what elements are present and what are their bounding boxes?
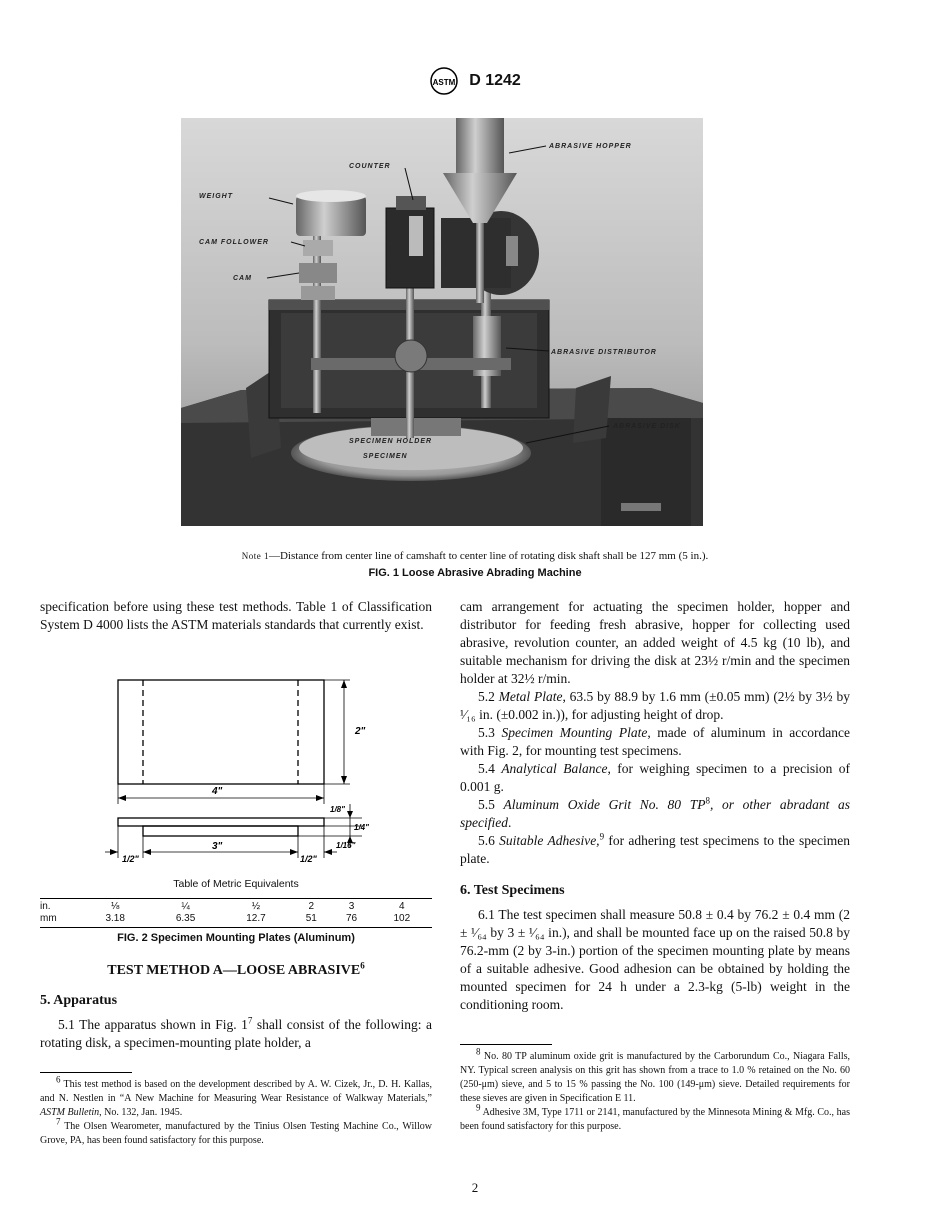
label-counter: COUNTER (349, 163, 391, 170)
metric-equivalents (40, 878, 432, 928)
footnotes-left (40, 1074, 432, 1148)
test-method-heading: TEST METHOD A—LOOSE ABRASIVE$^6$ (107, 960, 365, 978)
paragraph-5-3: 5.3 Specimen Mounting Plate, made of aluminum in accordance with Fig. 2, for mounting test specimens. (460, 725, 850, 758)
section-5-heading: 5. Apparatus (40, 993, 118, 1008)
left-column-intro (40, 598, 432, 634)
intro-paragraph: specification before using these test methods. Table 1 of Classification System D 4000 lists the ASTM materials standards that currently exist. (40, 599, 432, 632)
metric-table-title: Table of Metric Equivalents (173, 878, 299, 890)
figure-2-drawing (100, 672, 370, 867)
label-specimen: SPECIMEN (363, 453, 408, 460)
footnote-6: $^6$ This test method is based on the development described by A. W. Cizek, Jr., D. H. Kallas, and N. Nestlen in “A New Machine for Measuring Wear Resistance of Walkway Materials,” ASTM Bulletin, No. 132, Jan. 1945. (40, 1074, 432, 1118)
label-abrasive-hopper: ABRASIVE HOPPER (549, 143, 632, 150)
paragraph-5-1: 5.1 The apparatus shown in Fig. $1^7$ shall consist of the following: a rotating disk, a specimen-mounting plate holder, a (40, 1015, 432, 1050)
footnote-9: $^9$ Adhesive 3M, Type 1711 or 2141, manufactured by the Minnesota Mining & Mfg. Co., has been found satisfactory for this purpose. (460, 1102, 850, 1132)
table-row: mm 3.18 6.35 12.7 51 76 102 (40, 913, 432, 928)
footnotes-right (460, 1046, 850, 1134)
paragraph-6-1: 6.1 The test specimen shall measure 50.8 ± 0.4 by 76.2 ± 0.4 mm (2 ± ¹⁄₆₄ by 3 ± ¹⁄₆₄ in.), and shall be mounted face up on the raised 50.8 by 76.2-mm (2 by 3-in.) portion of the specimen mounting plate by means of a suitable adhesive. Good adhesion can be obtained by holding the mounted specimen for 24 h under a 2.3-kg (5-lb) weight in the conditioning room. (460, 907, 850, 1012)
figure-2-caption: FIG. 2 Specimen Mounting Plates (Aluminum) (117, 932, 355, 944)
note-text: —Distance from center line of camshaft to center line of rotating disk shaft shall be 127 mm (5 in.). (268, 550, 709, 562)
figure-1-caption: FIG. 1 Loose Abrasive Abrading Machine (368, 567, 582, 579)
paragraph-5-1-continued: cam arrangement for actuating the specimen holder, hopper and distributor for feeding fresh abrasive, hopper for collecting used abrasive, revolution counter, an added weight of 4.5 kg (10 lb), and suitable mechanism for driving the disk at 23½ r/min and the specimen holder at 32½ r/min. (460, 599, 850, 686)
dim-sixteenth: 1/16" (336, 841, 356, 850)
figure-1-note (40, 550, 910, 562)
figure-1-photo (181, 118, 703, 526)
dim-half-left: 1/2" (122, 854, 139, 864)
footnote-7: $^7$ The Olsen Wearometer, manufactured by the Tinius Olsen Testing Machine Co., Willow Grove, PA, has been found satisfactory for this purpose. (40, 1116, 432, 1146)
label-specimen-holder: SPECIMEN HOLDER (349, 438, 433, 445)
astm-logo-text: ASTM (432, 78, 456, 87)
dim-quarter: 1/4" (354, 823, 369, 832)
paragraph-5-4: 5.4 Analytical Balance, for weighing specimen to a precision of 0.001 g. (460, 761, 850, 794)
astm-logo (429, 66, 459, 96)
dim-2in: 2" (355, 726, 366, 737)
label-abrasive-disk: ABRASIVE DISK (613, 423, 681, 430)
table-row: in. ⅛ ¼ ½ 2 3 4 (40, 899, 432, 914)
metric-table (40, 898, 432, 928)
paragraph-5-6: 5.6 Suitable Adhesive,$^9$ for adhering test specimens to the specimen plate. (460, 831, 850, 866)
label-weight: WEIGHT (199, 193, 233, 200)
footnote-8: $^8$ No. 80 TP aluminum oxide grit is manufactured by the Carborundum Co., Niagara Falls, NY. Typical screen analysis on this grit has shown from a trace to 1.0 % retained on the No. 60 (250-μm) sieve, and 5 to 15 % passing the No. 100 (149-μm) sieve. Detailed requirements for these sieves are given in Specification E 11. (460, 1046, 850, 1104)
page-number: 2 (471, 1180, 479, 1195)
right-column (460, 598, 850, 1014)
dim-half-right: 1/2" (300, 854, 317, 864)
paragraph-5-5: 5.5 Aluminum Oxide Grit No. 80 $TP^8$, or other abradant as specified. (460, 795, 851, 830)
dim-3in: 3" (212, 841, 223, 852)
label-cam: CAM (233, 275, 252, 282)
footnote-rule-left (40, 1072, 132, 1073)
label-cam-follower: CAM FOLLOWER (199, 239, 269, 246)
document-designation: D 1242 (469, 72, 521, 89)
dim-eighth: 1/8" (330, 805, 345, 814)
paragraph-5-2: 5.2 Metal Plate, 63.5 by 88.9 by 1.6 mm (±0.05 mm) (2½ by 3½ by ¹⁄₁₆ in. (±0.002 in.)), for adjusting height of drop. (460, 689, 850, 722)
label-abrasive-distributor: ABRASIVE DISTRIBUTOR (551, 349, 657, 356)
dim-4in: 4" (212, 786, 223, 797)
section-5-left (40, 992, 432, 1052)
page-header (0, 66, 950, 96)
note-label: Note 1 (241, 551, 269, 561)
footnote-rule-right (460, 1044, 552, 1045)
section-6-heading: 6. Test Specimens (460, 883, 565, 898)
